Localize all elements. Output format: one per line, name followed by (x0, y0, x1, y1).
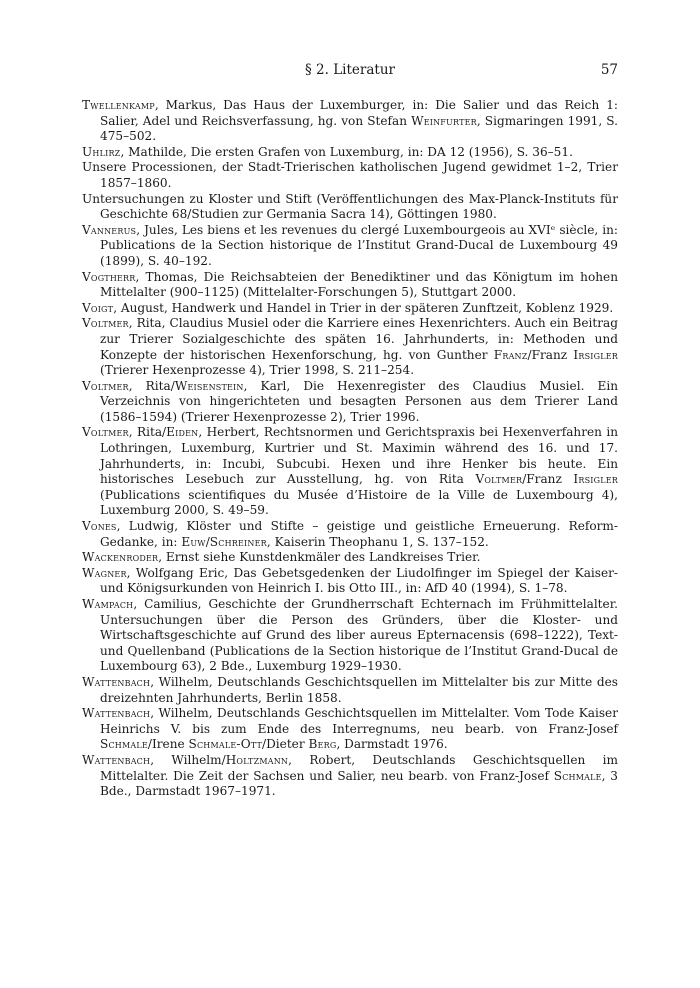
bibliography-entry (82, 160, 618, 191)
bibliography-entry (82, 270, 618, 301)
author-name: Schmale-Ott (188, 737, 263, 752)
bibliography-entry (82, 597, 618, 675)
bibliography-entry (82, 316, 618, 378)
author-name: Voigt (82, 300, 114, 315)
bibliography-entry (82, 379, 618, 426)
bibliography-entry (82, 675, 618, 706)
author-name: Wagner (82, 565, 127, 580)
entry-text: / (205, 534, 210, 549)
entry-text: , Mathilde, Die ersten Grafen von Luxemburg, in: DA 12 (1956), S. 36–51. (120, 144, 573, 159)
entry-text: , August, Handwerk und Handel in Trier in der späteren Zunftzeit, Koblenz 1929. (113, 300, 614, 315)
entry-text: , Camilius, Geschichte der Grundherrschaft Echternach im Frühmittelalter. Untersuchungen über die Person des Gründers, über die Kloster- und Wirtschaftsgeschichte auf Grund des liber aureus Epternacensis (698–1222), Text- und Quellenband (Publications de la Section historique de l’Institut Grand-Ducal de Luxembourg 63), 2 Bde., Luxemburg 1929–1930. (100, 597, 618, 674)
entry-text: , Wolfgang Eric, Das Gebetsgedenken der Liudolfinger im Spiegel der Kaiser- und Königsurkunden von Heinrich I. bis Otto III., in: AfD 40 (1994), S. 1–78. (100, 565, 618, 596)
author-name: Wattenbach (82, 706, 151, 721)
author-name: Schmale (553, 768, 602, 783)
bibliography-entry (82, 98, 618, 145)
page-number: 57 (600, 62, 618, 78)
author-name: Eiden (166, 425, 199, 440)
author-name: Vones (82, 519, 117, 534)
entry-text: , 3 Bde., Darmstadt 1967–1971. (100, 768, 618, 799)
author-name: Voltmer (82, 425, 129, 440)
entry-text: , Darmstadt 1976. (336, 737, 448, 752)
entry-text: , Rita/ (128, 378, 175, 393)
entry-text: , Robert, Deutschlands Geschichtsquellen im Mittelalter. Die Zeit der Sachsen und Salier, neu bearb. von Franz-Josef (100, 752, 618, 783)
author-name: Holtzmann (225, 752, 289, 767)
entry-text: , Wilhelm, Deutschlands Geschichtsquellen im Mittelalter bis zur Mitte des dreizehnten Jahrhunderts, Berlin 1858. (100, 674, 618, 705)
author-name: Vannerus (82, 222, 137, 237)
author-name: Euw (181, 534, 206, 549)
author-name: Twellenkamp (82, 98, 155, 112)
author-name: Voltmer (475, 472, 523, 487)
entry-text: , Kaiserin Theophanu 1, S. 137–152. (266, 534, 489, 549)
author-name: Uhlirz (82, 144, 121, 159)
entry-text: , Ernst siehe Kunstdenkmäler des Landkreises Trier. (158, 550, 481, 565)
author-name: Wattenbach (82, 674, 151, 689)
entry-text: , Sigmaringen 1991, S. 475–502. (100, 113, 618, 144)
entry-text: , Wilhelm, Deutschlands Geschichtsquellen im Mittelalter. Vom Tode Kaiser Heinrichs V. bis zum Ende des Interregnums, neu bearb. von Franz-Josef (100, 706, 618, 736)
entry-text: , Wilhelm/ (150, 752, 226, 767)
bibliography-entry (82, 753, 618, 800)
entry-text: , Ludwig, Klöster und Stifte – geistige und geistliche Erneuerung. Reform-Gedanke, in: (100, 519, 618, 549)
author-name: Wattenbach (82, 752, 151, 767)
bibliography-entry (82, 706, 618, 753)
entry-text: /Franz (522, 472, 574, 487)
entry-text: (Publications scientifiques du Musée d’Histoire de la Ville de Luxembourg 4), Luxemburg 2000, S. 49–59. (100, 487, 618, 518)
bibliography-entry (82, 192, 618, 223)
bibliography-list (82, 98, 618, 800)
author-name: Weisenstein (174, 378, 244, 393)
entry-text: , Jules, Les biens et les revenues du clergé Luxembourgeois au XVIᵉ siècle, in: Publications de la Section historique de l’Institut Grand-Ducal de Luxembourg 49 (1899), S. 40–192. (100, 222, 618, 268)
entry-text: Unsere Processionen, der Stadt-Trierischen katholischen Jugend gewidmet 1–2, Trier 1857–1860. (82, 160, 618, 190)
author-name: Voltmer (82, 316, 129, 331)
entry-text: /Franz (527, 347, 574, 362)
entry-text: , Rita, Claudius Musiel oder die Karriere eines Hexenrichters. Auch ein Beitrag zur Trierer Sozialgeschichte des späten 16. Jahrhunderts, in: Methoden und Konzepte der historischen Hexenforschung, hg. von Gunther (100, 316, 618, 362)
entry-text: , Thomas, Die Reichsabteien der Benediktiner und das Königtum im hohen Mittelalter (900–1125) (Mittelalter-Forschungen 5), Stuttgart 2000. (100, 269, 618, 300)
bibliography-entry (82, 566, 618, 597)
bibliography-entry (82, 145, 618, 161)
author-name: Voltmer (82, 378, 129, 393)
entry-text: (Trierer Hexenprozesse 4), Trier 1998, S. 211–254. (100, 363, 415, 378)
bibliography-entry (82, 519, 618, 550)
entry-text: /Irene (147, 737, 189, 752)
author-name: Irsigler (573, 472, 619, 487)
entry-text: , Rita/ (128, 425, 167, 440)
entry-text: /Dieter (262, 737, 309, 752)
entry-text: , Herbert, Rechtsnormen und Gerichtspraxis bei Hexenverfahren in Lothringen, Luxemburg, Kurtrier und St. Maximin während des 16. und 17. Jahrhunderts, in: Incubi, Subcubi. Hexen und ihre Henker bis heute. Ein historisches Lesebuch zur Ausstellung, hg. von Rita (100, 425, 618, 487)
bibliography-entry (82, 301, 618, 317)
author-name: Wampach (82, 597, 134, 611)
bibliography-entry (82, 223, 618, 270)
author-name: Berg (308, 737, 337, 752)
author-name: Franz (493, 347, 528, 362)
entry-text: , Karl, Die Hexenregister des Claudius Musiel. Ein Verzeichnis von hingerichteten und besagten Personen aus dem Trierer Land (1586–1594) (Trierer Hexenprozesse 2), Trier 1996. (100, 378, 618, 424)
bibliography-entry (82, 550, 618, 566)
entry-text: , Markus, Das Haus der Luxemburger, in: Die Salier und das Reich 1: Salier, Adel und Reichsverfassung, hg. von Stefan (100, 98, 618, 128)
author-name: Schreiner (209, 534, 267, 549)
author-name: Schmale (100, 737, 148, 752)
author-name: Weinfurter (411, 113, 477, 128)
running-header (82, 62, 618, 82)
entry-text: Untersuchungen zu Kloster und Stift (Veröffentlichungen des Max-Planck-Instituts für Geschichte 68/Studien zur Germania Sacra 14), Göttingen 1980. (82, 191, 618, 222)
author-name: Irsigler (573, 347, 618, 362)
section-title: § 2. Literatur (305, 62, 395, 78)
bibliography-entry (82, 425, 618, 519)
author-name: Vogtherr (82, 269, 136, 284)
author-name: Wackenroder (82, 550, 159, 565)
